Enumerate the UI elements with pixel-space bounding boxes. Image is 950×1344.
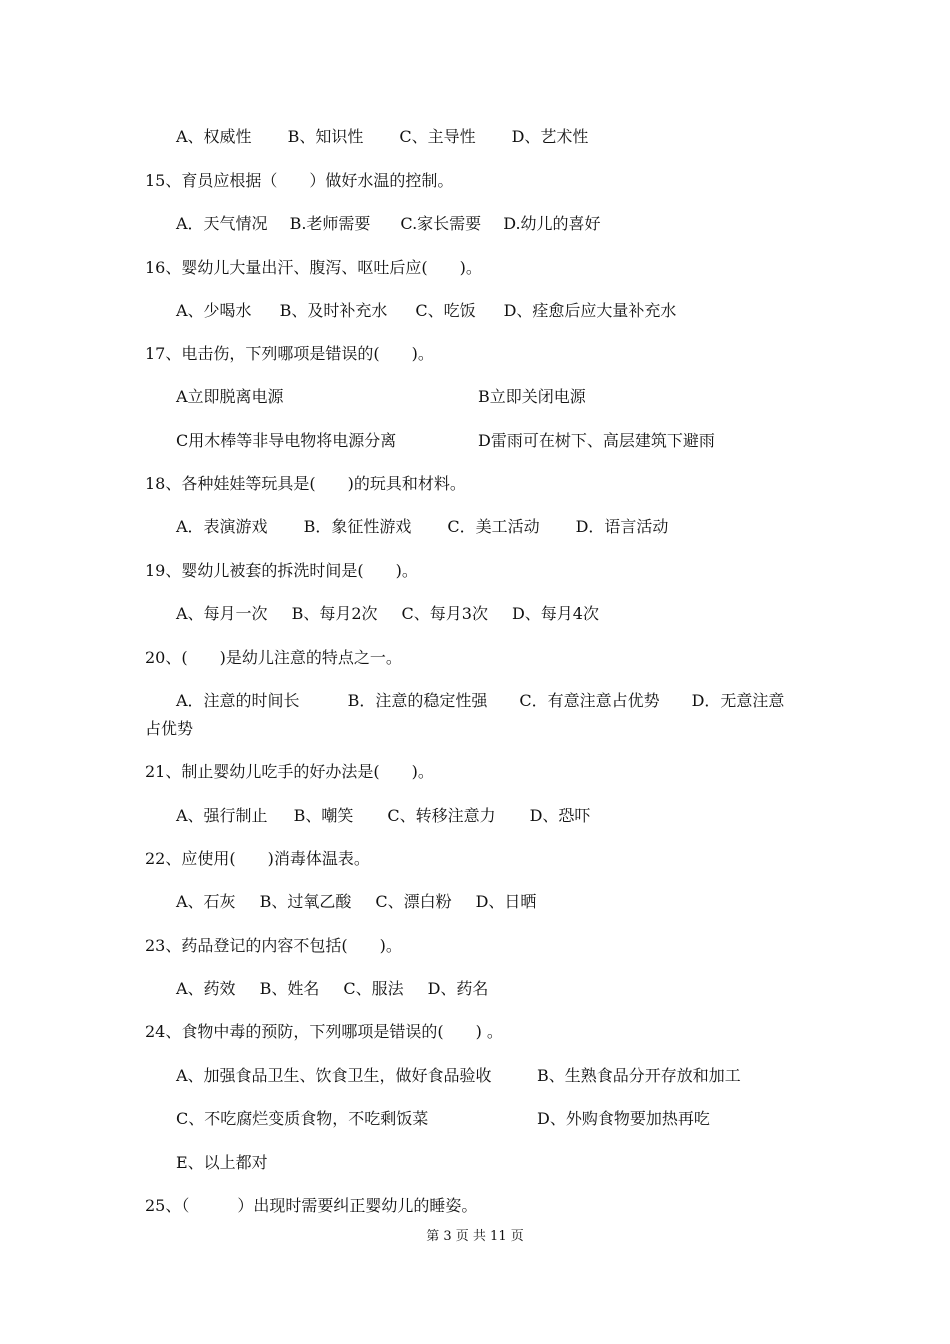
options-q14 [176,127,588,147]
option-q14-a: A、权威性 [176,127,252,146]
option-q15-b: B.老师需要 [289,214,371,233]
question-21: 21、制止婴幼儿吃手的好办法是( )。 [145,762,434,781]
option-q15-a: A．天气情况 [176,214,268,233]
option-q15-d: D.幼儿的喜好 [503,214,601,233]
option-q17-c: C用木棒等非导电物将电源分离 [176,431,397,450]
option-q23-c: C、服法 [343,979,404,998]
option-q20-d-continued: 占优势 [145,719,194,738]
options-q23 [176,979,488,999]
option-q23-a: A、药效 [176,979,236,998]
option-q22-b: B、过氧乙酸 [259,892,352,911]
option-q23-d: D、药名 [427,979,489,998]
question-23: 23、药品登记的内容不包括( )。 [145,936,402,955]
question-22: 22、应使用( )消毒体温表。 [145,849,370,868]
option-q23-b: B、姓名 [259,979,320,998]
option-q16-d: D、痊愈后应大量补充水 [503,301,677,320]
question-16: 16、婴幼儿大量出汗、腹泻、呕吐后应( )。 [145,258,482,277]
option-q22-c: C、漂白粉 [375,892,452,911]
option-q19-a: A、每月一次 [176,604,268,623]
option-q19-c: C、每月3次 [401,604,488,623]
options-q15 [176,214,601,234]
option-q24-d: D、外购食物要加热再吃 [537,1109,710,1128]
question-15: 15、育员应根据（ ）做好水温的控制。 [145,171,454,190]
option-q19-b: B、每月2次 [291,604,378,623]
option-q16-c: C、吃饭 [415,301,476,320]
option-q21-a: A、强行制止 [176,806,268,825]
option-q15-c: C.家长需要 [400,214,482,233]
option-q18-c: C．美工活动 [447,517,540,536]
option-q16-b: B、及时补充水 [279,301,388,320]
option-q18-d: D．语言活动 [575,517,669,536]
option-q20-a: A．注意的时间长 [176,691,300,710]
option-q17-a: A立即脱离电源 [176,387,284,406]
options-q19 [176,604,599,624]
question-18: 18、各种娃娃等玩具是( )的玩具和材料。 [145,474,466,493]
option-q14-d: D、艺术性 [511,127,589,146]
question-25: 25、（ ）出现时需要纠正婴幼儿的睡姿。 [145,1196,478,1215]
option-q14-b: B、知识性 [287,127,364,146]
option-q20-d: D．无意注意 [691,691,785,710]
option-q24-e: E、以上都对 [176,1153,268,1172]
option-q20-c: C．有意注意占优势 [519,691,660,710]
options-q20 [176,691,784,711]
option-q22-a: A、石灰 [176,892,236,911]
option-q20-b: B．注意的稳定性强 [347,691,488,710]
question-19: 19、婴幼儿被套的拆洗时间是( )。 [145,561,418,580]
option-q17-b: B立即关闭电源 [478,387,586,406]
options-q18 [176,517,668,537]
option-q17-d: D雷雨可在树下、高层建筑下避雨 [478,431,715,450]
option-q16-a: A、少喝水 [176,301,252,320]
question-17: 17、电击伤，下列哪项是错误的( )。 [145,344,434,363]
option-q14-c: C、主导性 [399,127,476,146]
option-q22-d: D、日晒 [475,892,537,911]
option-q24-c: C、不吃腐烂变质食物，不吃剩饭菜 [176,1109,429,1128]
question-24: 24、食物中毒的预防，下列哪项是错误的( ) 。 [145,1022,503,1041]
option-q18-a: A．表演游戏 [176,517,268,536]
options-q21 [176,806,590,826]
options-q22 [176,892,536,912]
option-q21-d: D、恐吓 [529,806,591,825]
option-q19-d: D、每月4次 [511,604,599,623]
option-q21-b: B、嘲笑 [293,806,354,825]
option-q24-b: B、生熟食品分开存放和加工 [537,1066,741,1085]
option-q24-a: A、加强食品卫生、饮食卫生，做好食品验收 [176,1066,492,1085]
option-q21-c: C、转移注意力 [387,806,496,825]
options-q16 [176,301,676,321]
option-q18-b: B．象征性游戏 [303,517,412,536]
question-20: 20、( )是幼儿注意的特点之一。 [145,648,402,667]
page-footer: 第 3 页 共 11 页 [426,1229,524,1244]
